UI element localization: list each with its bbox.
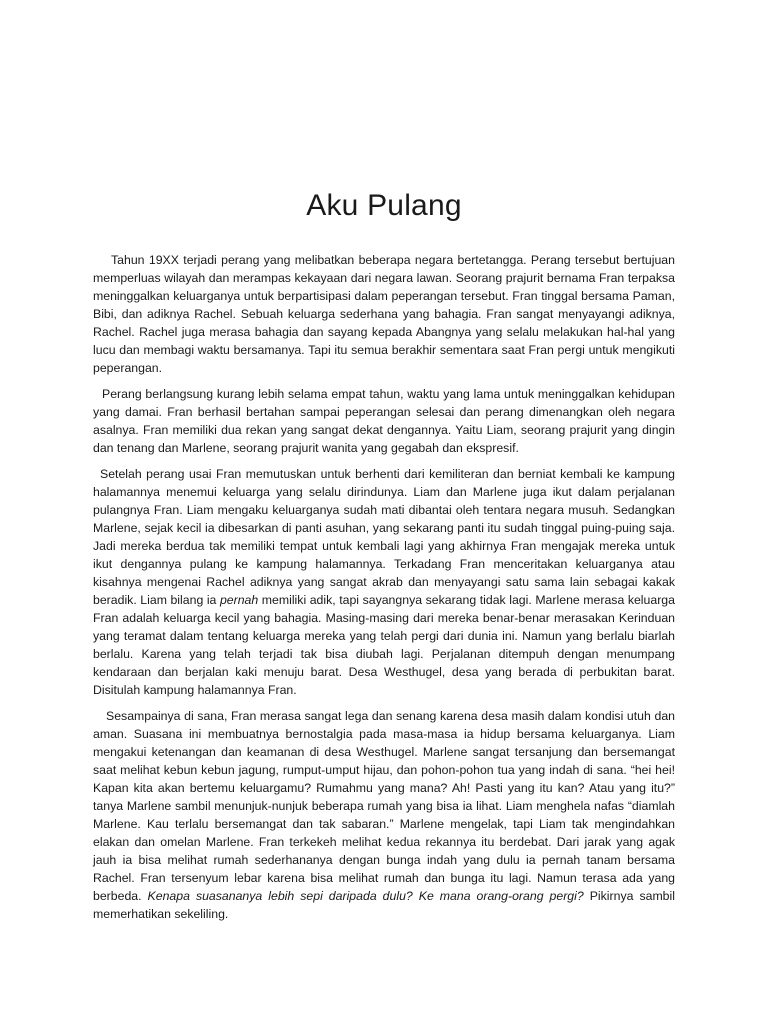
paragraph-text: Sesampainya di sana, Fran merasa sangat lega dan senang karena desa masih dalam kondisi utuh dan aman. Suasana ini membuatnya bernostalgia pada masa-masa ia hidup bersama keluarganya. Liam mengakui ketenangan dan keamanan di desa Westhugel. Marlene sangat tersanjung dan bersemangat saat melihat kebun kebun jagung, rumput-umput hijau, dan pohon-pohon tua yang indah di sana. “hei hei! Kapan kita akan bertemu keluargamu? Rumahmu yang mana? Ah! Pasti yang itu kan? Atau yang itu?” tanya Marlene sambil menunjuk-nunjuk beberapa rumah yang bisa ia lihat. Liam menghela nafas “diamlah Marlene. Kau terlalu bersemangat dan tak sabaran.” Marlene mengelak, tapi Liam tak mengindahkan elakan dan omelan Marlene. Fran terkekeh melihat kedua rekannya itu berdebat. Dari jarak yang agak jauh ia bisa melihat rumah sederhananya dengan bunga indah yang dulu ia pernah tanam bersama Rachel. Fran tersenyum lebar karena bisa melihat rumah dan bunga itu lagi. Namun terasa ada yang berbeda. [93, 709, 675, 903]
italic-text: pernah [219, 593, 259, 607]
paragraph-text: Tahun 19XX terjadi perang yang melibatkan beberapa negara bertetangga. Perang tersebut bertujuan memperluas wilayah dan merampas kekayaan dari negara lawan. Seorang prajurit bernama Fran terpaksa meninggalkan keluarganya untuk berpartisipasi dalam peperangan tersebut. Fran tinggal bersama Paman, Bibi, dan adiknya Rachel. Sebuah keluarga sederhana yang bahagia. Fran sangat menyayangi adiknya, Rachel. Rachel juga merasa bahagia dan sayang kepada Abangnya yang selalu melakukan hal-hal yang lucu dan membagi waktu bersamanya. Tapi itu semua berakhir sementara saat Fran pergi untuk mengikuti peperangan. [93, 253, 675, 375]
paragraph-2 [93, 385, 675, 457]
paragraph-1 [93, 251, 675, 377]
page-title: Aku Pulang [306, 189, 462, 222]
story-body [93, 251, 675, 931]
paragraph-text: Setelah perang usai Fran memutuskan untuk berhenti dari kemiliteran dan berniat kembali ke kampung halamannya menemui keluarga yang selalu dirindunya. Liam dan Marlene juga ikut dalam perjalanan pulangnya Fran. Liam mengaku keluarganya sudah mati dibantai oleh tentara negara musuh. Sedangkan Marlene, sejak kecil ia dibesarkan di panti asuhan, yang sekarang panti itu sudah tinggal puing-puing saja. Jadi mereka berdua tak memiliki tempat untuk kembali lagi yang akhirnya Fran mengajak mereka untuk ikut dengannya pulang ke kampung halamannya. Terkadang Fran menceritakan keluarganya atau kisahnya mengenai Rachel adiknya yang sangat akrab dan menyayangi satu sama lain sebagai kakak beradik. Liam bilang ia [93, 467, 675, 607]
paragraph-text: memiliki adik, tapi sayangnya sekarang tidak lagi. Marlene merasa keluarga Fran adalah keluarga kecil yang bahagia. Masing-masing dari mereka benar-benar merasakan Kerinduan yang teramat dalam tentang keluarga mereka yang telah pergi dari dunia ini. Namun yang berlalu biarlah berlalu. Karena yang telah terjadi tak bisa diubah lagi. Perjalanan ditempuh dengan menumpang kendaraan dan berjalan kaki menuju barat. Desa Westhugel, desa yang berada di perbukitan barat. Disitulah kampung halamannya Fran. [93, 593, 675, 697]
paragraph-text: Pikirnya sambil memerhatikan sekeliling. [93, 889, 675, 921]
paragraph-text: Perang berlangsung kurang lebih selama empat tahun, waktu yang lama untuk meninggalkan kehidupan yang damai. Fran berhasil bertahan sampai peperangan selesai dan perang dimenangkan oleh negara asalnya. Fran memiliki dua rekan yang sangat dekat dengannya. Yaitu Liam, seorang prajurit yang dingin dan tenang dan Marlene, seorang prajurit wanita yang gegabah dan ekspresif. [93, 387, 675, 455]
paragraph-4 [93, 707, 675, 923]
italic-text: Kenapa suasananya lebih sepi daripada dulu? Ke mana orang-orang pergi? [147, 889, 584, 903]
paragraph-3 [93, 465, 675, 699]
